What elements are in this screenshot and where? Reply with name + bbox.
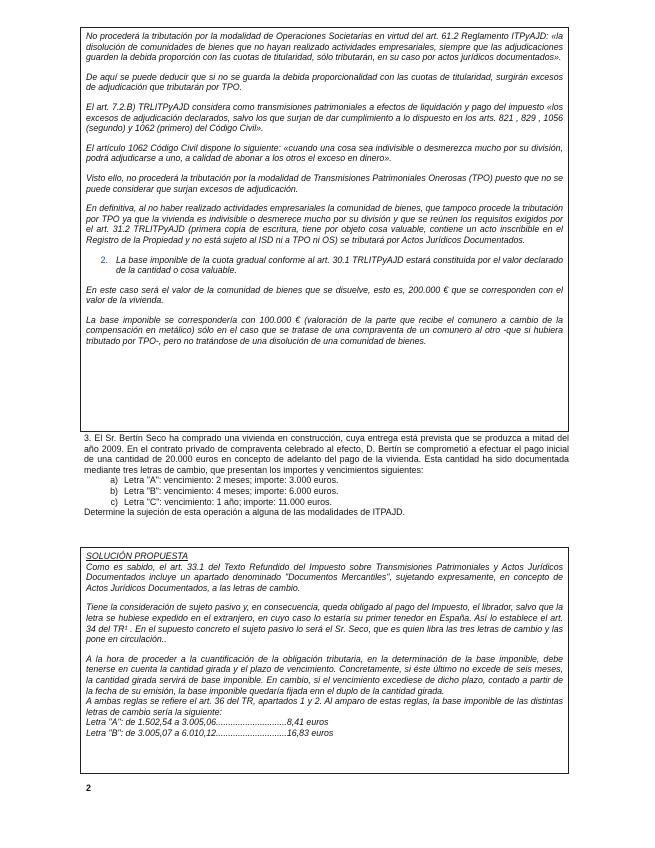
paragraph: No procederá la tributación por la modalidad de Operaciones Societarias en virtud del art. 61.2 Reglamento ITPyAJD: «la disolución de comunidades de bienes que no hayan realizado actividades empresariales, siempre que las adjudicaciones guarden la debida proporción con las cuotas de titularidad, sólo tributarán, en su caso por actos jurídicos documentados». [86, 31, 563, 63]
list-item [84, 497, 569, 508]
answer-box-2 [80, 547, 569, 774]
paragraph: En este caso será el valor de la comunidad de bienes que se disuelve, esto es, 200.000 € que se corresponden con el valor de la vivienda. [86, 284, 563, 306]
question-3 [84, 433, 569, 518]
paragraph: A la hora de proceder a la cuantificación de la obligación tributaria, en la determinación de la base imponible, debe tenerse en cuenta la cantidad girada y el plazo de vencimiento. Concretamente, si éste último no excede de seis meses, la cantidad girada servirá de base imponible. En cambio, si el vencimiento excediese de dicho plazo, contado a partir de la fecha de su emisión, la base imponible quedaría fijada enn el duplo de la cantidad girada. [86, 653, 563, 696]
page-number: 2 [86, 783, 92, 793]
question-closing: Determine la sujeción de esta operación a alguna de las modalidades de ITPAJD. [84, 507, 406, 518]
item-text: Letra "A": vencimiento: 2 meses; importe: 3.000 euros. [124, 475, 339, 486]
question-text: 3. El Sr. Bertín Seco ha comprado una vivienda en construcción, cuya entrega está prevista que se produzca a mitad del año 2009. En el contrato privado de compraventa celebrado al efecto, D. Bertín se comprometió a efectuar el pago inicial de una cantidad de 20.000 euros en concepto de adelanto del pago de la vivienda. Esta cantidad ha sido documentada mediante tres letras de cambio, que presentan los importes y vencimientos siguientes: [84, 433, 569, 475]
item-letter: a) [110, 475, 118, 486]
list-item [84, 486, 569, 497]
paragraph: Tiene la consideración de sujeto pasivo y, en consecuencia, queda obligado al pago del Impuesto, el librador, salvo que la letra se hubiese expedido en el extranjero, en cuyo caso lo estaría su primer tenedor en España. Así lo establece el art. 34 del TR¹ . En el supuesto concreto el sujeto pasivo lo será el Sr. Seco, que es quien libra las tres letras de cambio y las pone en circulación.. [86, 602, 563, 645]
amount-line: Letra "B": de 3.005,07 a 6.010,12.............................16,83 euros [86, 727, 334, 738]
list-item [84, 475, 569, 486]
solution-heading: SOLUCIÓN PROPUESTA [86, 551, 188, 561]
item-text: Letra "B": vencimiento: 4 meses; importe: 6.000 euros. [124, 485, 339, 496]
item-number: 2. [100, 254, 108, 265]
paragraph: El art. 7.2.B) TRLITPyAJD considera como transmisiones patrimoniales a efectos de liquidación y pago del impuesto «los excesos de adjudicación declarados, salvo los que surjan de dar cumplimiento a lo dispuesto en los arts. 821 , 829 , 1056 (segundo) y 1062 (primero) del Código Civil». [86, 101, 563, 134]
paragraph: A ambas reglas se refiere el art. 36 del TR, apartados 1 y 2. Al amparo de estas reglas, la base imponible de las distintas letras de cambio sería la siguiente: [86, 696, 563, 717]
item-text: La base imponible de la cuota gradual conforme al art. 30.1 TRLITPyAJD estará constituida por el valor declarado de la cantidad o cosa valuable. [116, 254, 563, 276]
numbered-item [86, 255, 563, 276]
item-letter: c) [110, 496, 118, 507]
answer-box-1 [80, 27, 569, 432]
amount-line: Letra "A": de 1.502,54 a 3.005,06.............................8,41 euros [86, 717, 329, 728]
paragraph: El artículo 1062 Código Civil dispone lo siguiente: «cuando una cosa sea indivisible o desmerezca mucho por su división, podrá adjudicarse a uno, a calidad de abonar a los otros el exceso en dinero». [86, 142, 563, 164]
item-text: Letra "C": vencimiento: 1 año; importe: 11.000 euros. [124, 496, 332, 507]
paragraph: En definitiva, al no haber realizado actividades empresariales la comunidad de bienes, que tampoco procede la tributación por TPO ya que la vivienda es indivisible o desmerece mucho por su división y que se reúnen los requisitos exigidos por el art. 31.2 TRLITPyAJD (primera copia de escritura, tiene por objeto cosa valuable, contiene un acto inscribible en el Registro de la Propiedad y no está sujeto al ISD ni a TPO ni OS) se tributará por Actos Jurídicos Documentados. [86, 203, 563, 245]
paragraph: De aquí se puede deducir que si no se guarda la debida proporcionalidad con las cuotas de titularidad, surgirán excesos de adjudicación que tributarán por TPO. [86, 71, 563, 93]
item-letter: b) [110, 485, 118, 496]
paragraph: La base imponible se correspondería con 100.000 € (valoración de la parte que recibe el comunero a cambio de la compensación en metálico) sólo en el caso que se tratase de una compraventa de un comunero al otro -que si hubiera tributado por TPO-, pero no tratándose de una disolución de una comunidad de bienes. [86, 314, 563, 347]
paragraph: Visto ello, no procederá la tributación por la modalidad de Transmisiones Patrimoniales Onerosas (TPO) puesto que no se puede considerar que surjan excesos de adjudicación. [86, 172, 563, 194]
paragraph: Como es sabido, el art. 33.1 del Texto Refundido del Impuesto sobre Transmisiones Patrimoniales y Actos Jurídicos Documentados incluye un apartado denominado "Documentos Mercantiles", sujetando expresamente, en concepto de Actos Jurídicos Documentados, a las letras de cambio. [86, 561, 563, 593]
